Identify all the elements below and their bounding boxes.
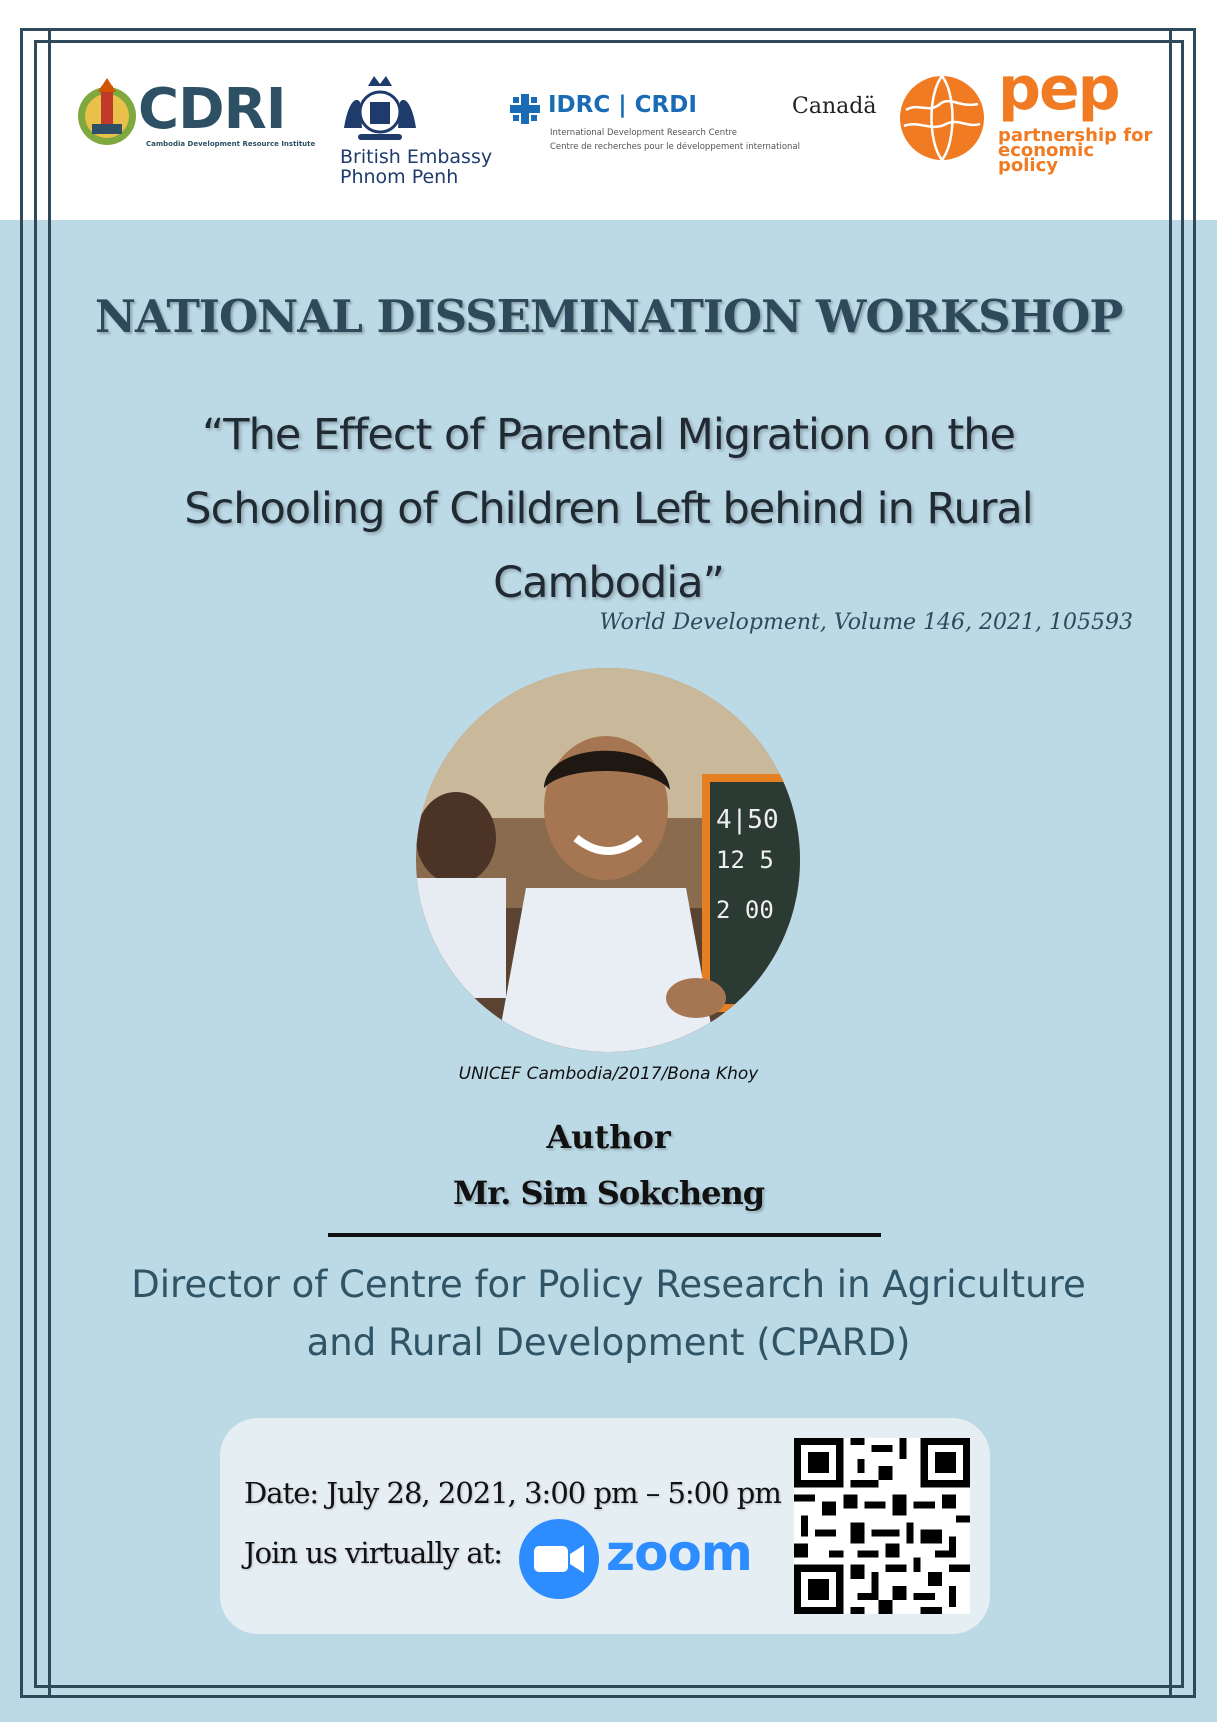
pep-name: pep [998, 54, 1119, 124]
idrc-line2: Centre de recherches pour le développement international [550, 142, 800, 152]
british-embassy-logo [336, 72, 496, 190]
zoom-camera-icon [518, 1518, 600, 1600]
svg-text:4|50: 4|50 [716, 805, 779, 835]
paper-title: “The Effect of Parental Migration on the Schooling of Children Left behind in Rural Cambodia” [184, 410, 1033, 608]
qr-code-icon [794, 1438, 970, 1614]
event-date: Date: July 28, 2021, 3:00 pm – 5:00 pm [244, 1476, 781, 1510]
journal-citation: World Development, Volume 146, 2021, 105593 [599, 610, 1133, 635]
canada-wordmark: Canadä [792, 94, 877, 119]
cdri-emblem-icon [76, 78, 138, 150]
cdri-subtitle: Cambodia Development Resource Institute [146, 140, 316, 148]
pep-logo [898, 54, 1158, 192]
author-label: Author [546, 1118, 671, 1156]
embassy-line1: British Embassy [340, 146, 493, 168]
svg-text:12 5: 12 5 [716, 846, 774, 874]
student-image [416, 668, 800, 1052]
idrc-mark-icon [510, 94, 540, 124]
idrc-line1: International Development Research Centre [550, 128, 737, 138]
embassy-line2: Phnom Penh [340, 166, 459, 188]
classroom-photo [416, 668, 800, 1052]
photo-caption: UNICEF Cambodia/2017/Bona Khoy [458, 1064, 759, 1084]
idrc-name: IDRC | CRDI [548, 92, 697, 118]
globe-icon [898, 74, 986, 162]
zoom-logo[interactable] [518, 1518, 752, 1600]
pep-subtitle: partnership for economic policy [998, 125, 1153, 176]
svg-text:2 00: 2 00 [716, 896, 774, 924]
author-role: Director of Centre for Policy Research in Agriculture and Rural Development (CPARD) [131, 1263, 1086, 1364]
cdri-logo [76, 77, 316, 158]
idrc-logo [508, 90, 800, 160]
zoom-wordmark: zoom [606, 1524, 752, 1582]
qr-code[interactable] [794, 1438, 970, 1614]
event-info-box [220, 1418, 990, 1634]
join-label: Join us virtually at: [244, 1536, 503, 1570]
author-name: Mr. Sim Sokcheng [452, 1174, 765, 1212]
workshop-heading: NATIONAL DISSEMINATION WORKSHOP [94, 290, 1123, 343]
cdri-name: CDRI [138, 77, 286, 142]
divider [328, 1233, 881, 1237]
royal-crest-icon [338, 72, 422, 146]
